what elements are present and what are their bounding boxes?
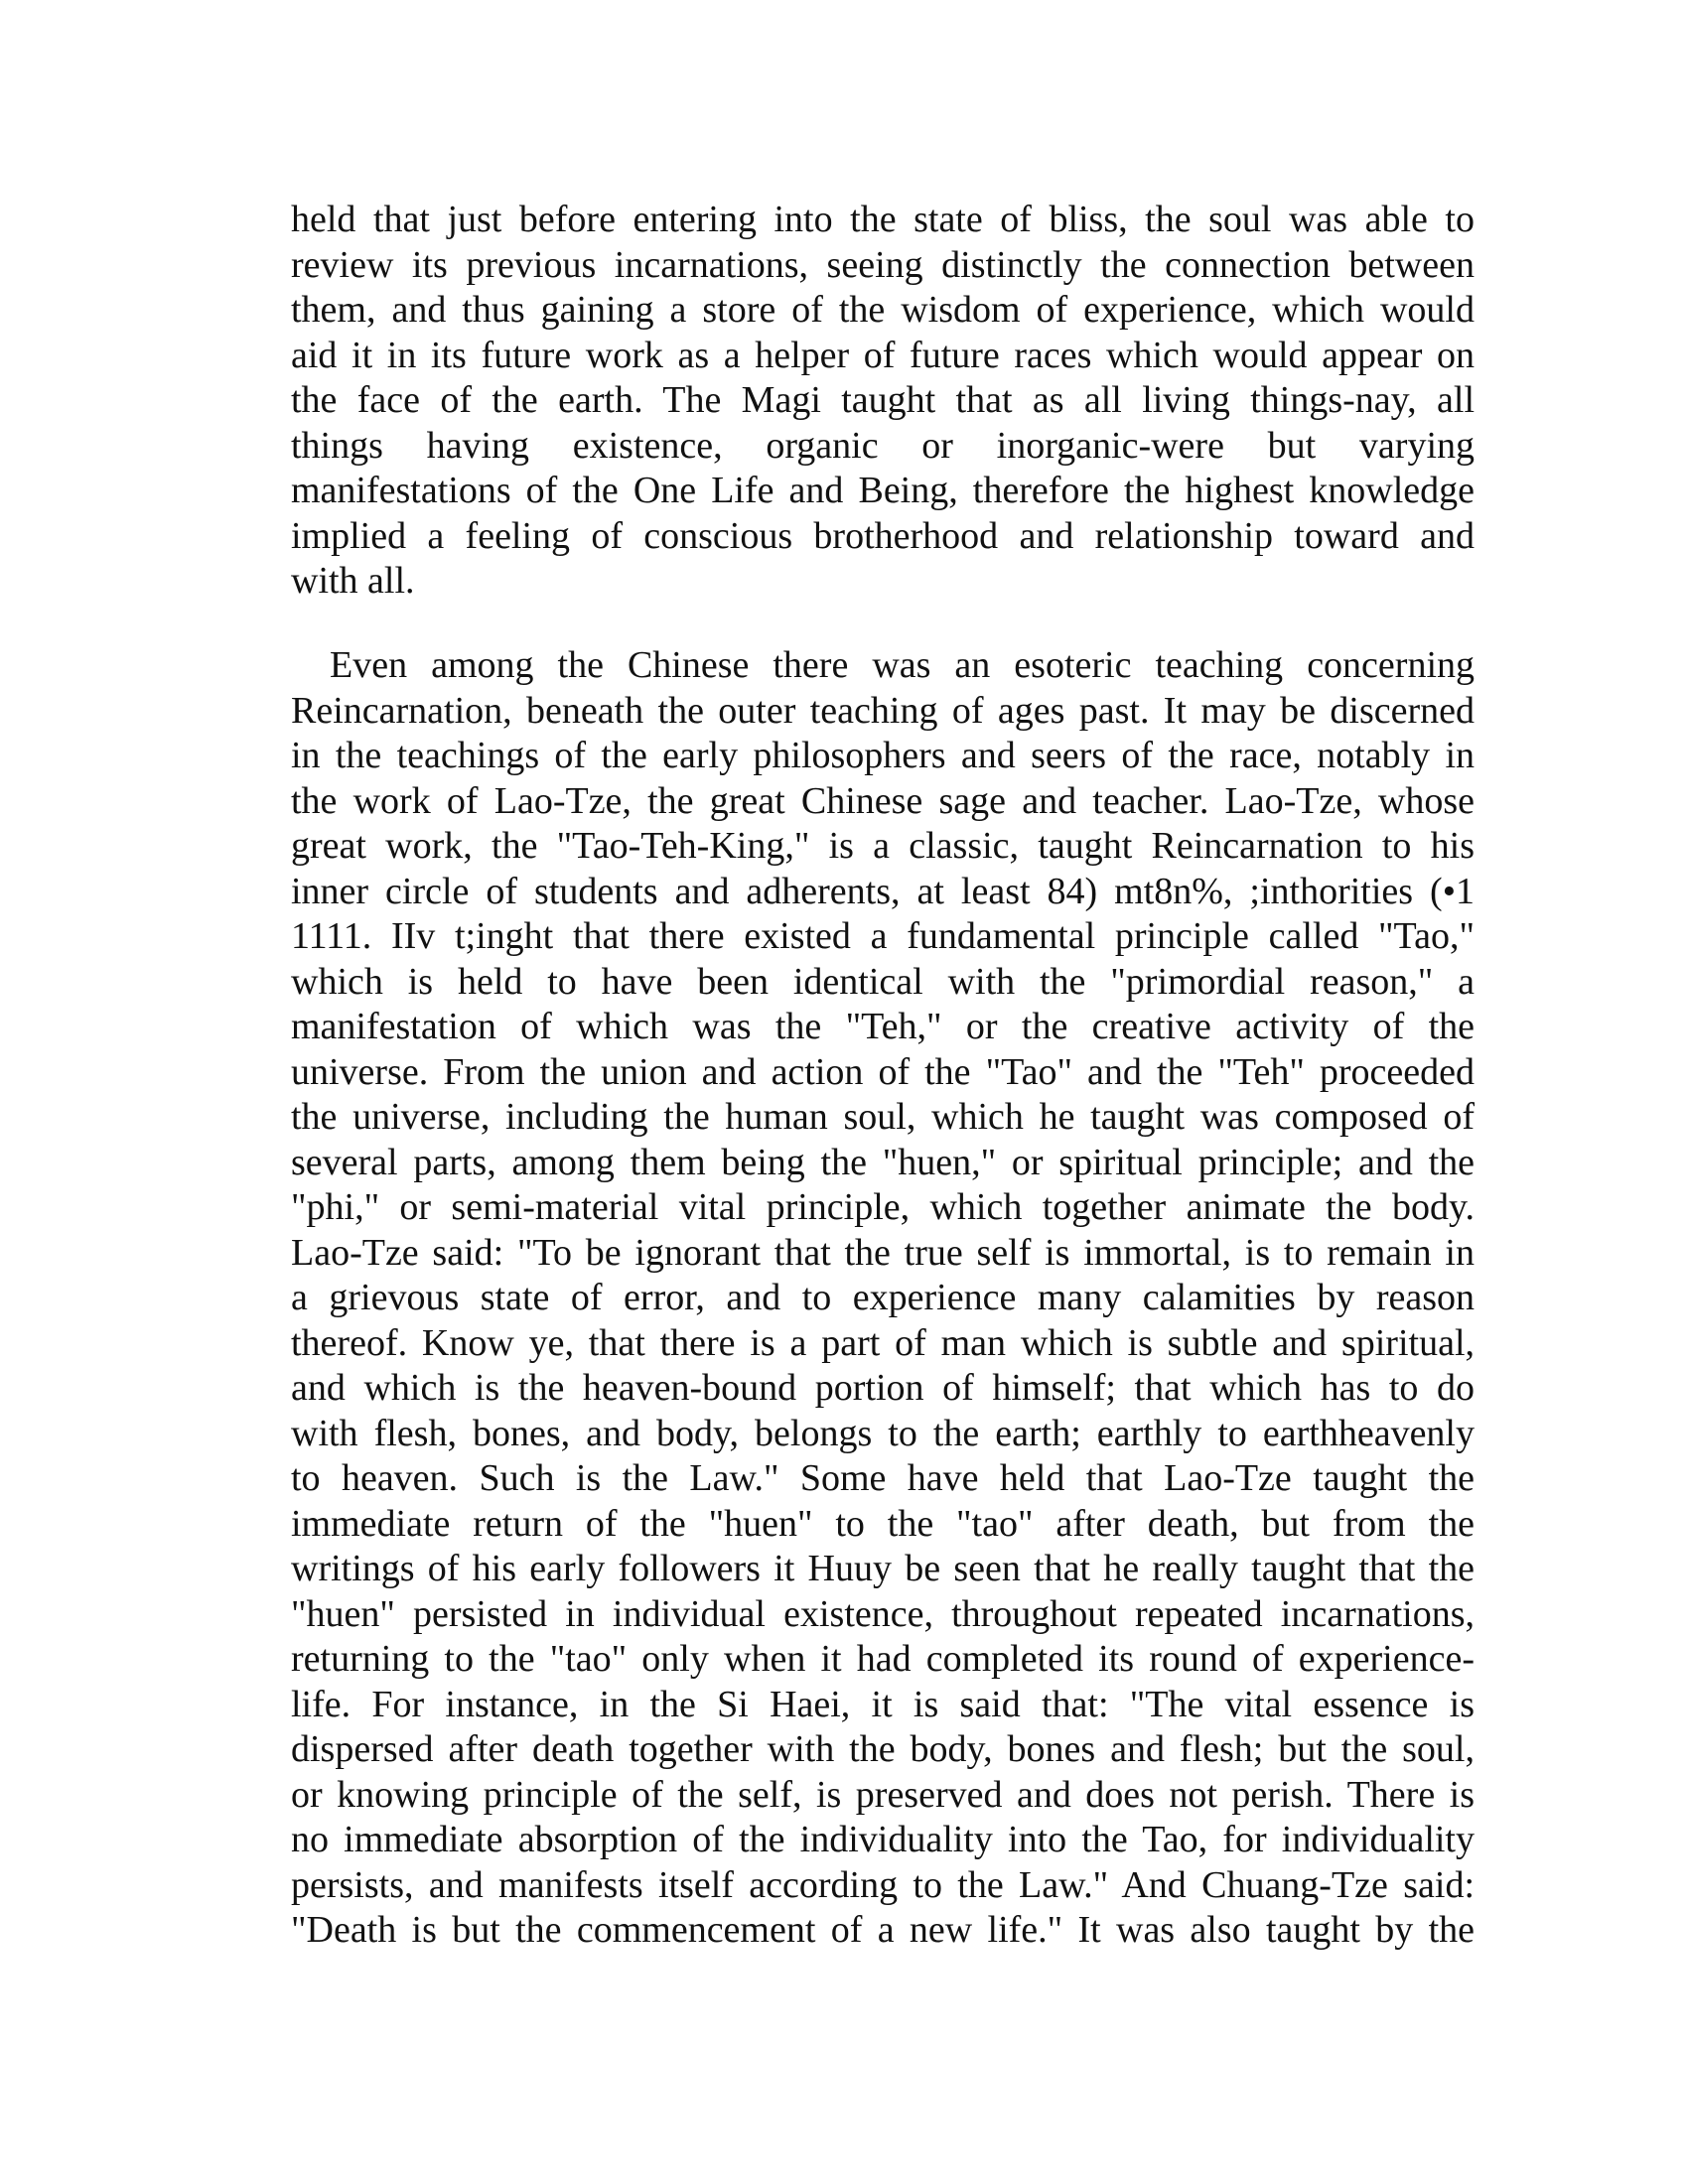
text-line: Even among the Chinese there was an esoteric teaching concerning (330, 644, 1475, 686)
text-line: aid it in its future work as a helper of future races which would appear on (291, 334, 1475, 376)
text-line: persists, and manifests itself according to the Law." And Chuang-Tze said: (291, 1863, 1475, 1906)
text-line: no immediate absorption of the individuality into the Tao, for individuality (291, 1819, 1475, 1860)
text-line: life. For instance, in the Si Haei, it is said that: "The vital essence is (291, 1683, 1475, 1725)
text-line: the work of Lao-Tze, the great Chinese sage and teacher. Lao-Tze, whose (291, 779, 1475, 822)
text-line: 1111. IIv t;inght that there existed a fundamental principle called "Tao," (291, 915, 1475, 957)
text-line: review its previous incarnations, seeing distinctly the connection between (291, 243, 1475, 286)
document-page (291, 198, 1475, 1954)
text-line: with flesh, bones, and body, belongs to the earth; earthly to earthheavenly (291, 1412, 1475, 1454)
paragraph-1 (291, 198, 1475, 605)
text-line: Lao-Tze said: "To be ignorant that the true self is immortal, is to remain in (291, 1231, 1475, 1274)
text-line: the face of the earth. The Magi taught that as all living things-nay, all (291, 379, 1475, 421)
text-line: manifestation of which was the "Teh," or the creative activity of the (291, 1006, 1475, 1047)
text-line: immediate return of the "huen" to the "tao" after death, but from the (291, 1502, 1475, 1545)
text-line: great work, the "Tao-Teh-King," is a classic, taught Reincarnation to his (291, 825, 1475, 867)
text-line: universe. From the union and action of the "Tao" and the "Teh" proceeded (291, 1050, 1475, 1093)
text-line: implied a feeling of conscious brotherhood and relationship toward and (291, 514, 1475, 557)
text-line: the universe, including the human soul, which he taught was composed of (291, 1096, 1475, 1138)
text-line: a grievous state of error, and to experience many calamities by reason (291, 1277, 1475, 1318)
text-line: and which is the heaven-bound portion of himself; that which has to do (291, 1367, 1475, 1409)
text-line: held that just before entering into the state of bliss, the soul was able to (291, 199, 1475, 240)
text-line: which is held to have been identical with the "primordial reason," a (291, 960, 1475, 1003)
text-line: several parts, among them being the "huen," or spiritual principle; and the (291, 1141, 1475, 1183)
text-line: them, and thus gaining a store of the wisdom of experience, which would (291, 289, 1475, 331)
text-line: manifestations of the One Life and Being, therefore the highest knowledge (291, 470, 1475, 511)
text-line: returning to the "tao" only when it had completed its round of experience- (291, 1638, 1475, 1680)
text-line: Reincarnation, beneath the outer teaching of ages past. It may be discerned (291, 689, 1475, 732)
text-line: "phi," or semi-material vital principle, which together animate the body. (291, 1186, 1475, 1228)
text-line: inner circle of students and adherents, at least 84) mt8n%, ;inthorities (•1 (291, 870, 1475, 912)
text-line: "huen" persisted in individual existence, throughout repeated incarnations, (291, 1592, 1475, 1635)
text-line: in the teachings of the early philosophers and seers of the race, notably in (291, 735, 1475, 776)
text-line: with all. (291, 560, 415, 602)
text-line: dispersed after death together with the body, bones and flesh; but the soul, (291, 1728, 1475, 1770)
text-line: or knowing principle of the self, is preserved and does not perish. There is (291, 1773, 1475, 1816)
text-line: "Death is but the commencement of a new life." It was also taught by the (291, 1909, 1475, 1951)
text-line: writings of his early followers it Huuy be seen that he really taught that the (291, 1548, 1475, 1589)
text-line: things having existence, organic or inorganic-were but varying (291, 424, 1475, 467)
text-line: thereof. Know ye, that there is a part of man which is subtle and spiritual, (291, 1321, 1475, 1364)
text-line: to heaven. Such is the Law." Some have held that Lao-Tze taught the (291, 1457, 1475, 1499)
paragraph-2 (291, 643, 1475, 1954)
